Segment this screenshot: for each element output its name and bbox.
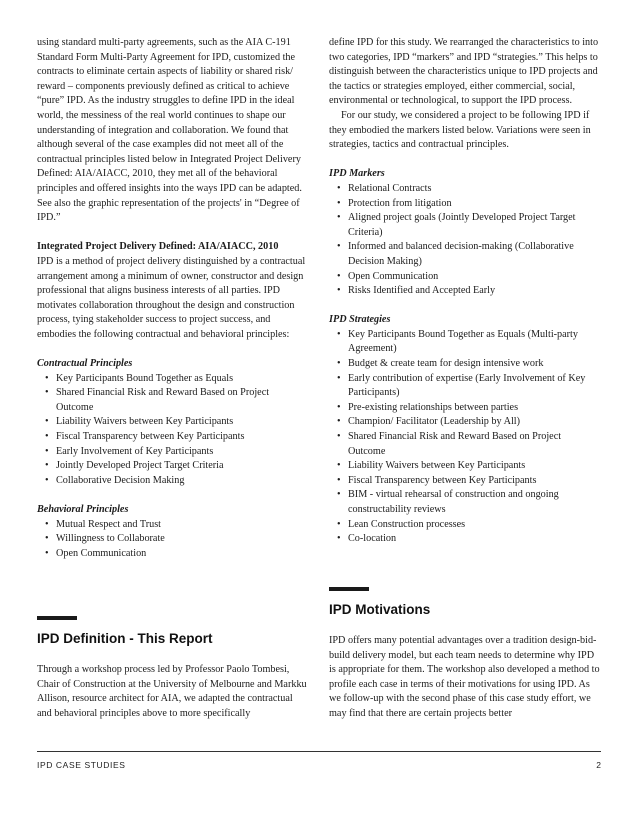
left-intro-paragraph: using standard multi-party agreements, such as the AIA C-191 Standard Form Multi-Party Agreement for IPD, customized the contracts to eliminate certain aspects of liability or shared risk/ reward – components previously defined as critical to achieve “pure” IPD. As the industry struggles to define IPD in the ideal world, the messiness of the real world continues to shape our understanding of integration and collaboration. We found that although several of the case examples did not meet all of the contractual principles listed below in Integrated Project Delivery Defined: AIA/AIACC, 2010, they met all of the behavioral principles and offered insights into the ways IPD can be adapted. See also the graphic representation of the projects' in “Degree of IPD.” [37, 37, 302, 224]
list-item: • Liability Waivers between Key Participants [329, 459, 600, 474]
list-item: • Budget & create team for design intensive work [329, 357, 600, 372]
section-paragraph: IPD offers many potential advantages over a tradition design-bid-build delivery model, but each team needs to determine why IPD is appropriate for them. The workshop also developed a method to profile each case in terms of their motivations for using IPD. As we follow-up with the second phase of this case study effort, we may find that there are certain projects better [329, 635, 600, 719]
behavioral-principles-list [37, 518, 308, 562]
list-item: • BIM - virtual rehearsal of construction and ongoing constructability reviews [329, 488, 600, 517]
list-item: • Collaborative Decision Making [37, 474, 308, 489]
list-item: • Protection from litigation [329, 197, 600, 212]
list-item: • Key Participants Bound Together as Equals [37, 372, 308, 387]
ipd-markers-heading: IPD Markers [329, 168, 385, 180]
list-item: • Early contribution of expertise (Early Involvement of Key Participants) [329, 372, 600, 401]
list-item: • Relational Contracts [329, 182, 600, 197]
section-paragraph: Through a workshop process led by Professor Paolo Tombesi, Chair of Construction at the University of Melbourne and Markku Allison, resource architect for AIA, we adapted the contractual and behavioral principles above to more specifically [37, 664, 307, 719]
behavioral-principles-heading: Behavioral Principles [37, 504, 129, 515]
list-item: • Open Communication [329, 270, 600, 285]
list-item: • Shared Financial Risk and Reward Based on Project Outcome [329, 430, 600, 459]
list-item: • Early Involvement of Key Participants [37, 445, 308, 460]
list-item: • Risks Identified and Accepted Early [329, 284, 600, 299]
list-item: • Aligned project goals (Jointly Developed Project Target Criteria) [329, 211, 600, 240]
list-item: • Co-location [329, 532, 600, 547]
left-column [37, 36, 308, 561]
section-rule [329, 587, 369, 591]
list-item: • Mutual Respect and Trust [37, 518, 308, 533]
ipd-strategies-list [329, 328, 600, 547]
list-item: • Lean Construction processes [329, 518, 600, 533]
contractual-principles-heading: Contractual Principles [37, 358, 133, 370]
list-item: • Shared Financial Risk and Reward Based on Project Outcome [37, 386, 308, 415]
definition-heading: Integrated Project Delivery Defined: AIA/AIACC, 2010 [37, 241, 279, 253]
section-rule [37, 616, 77, 620]
right-second-paragraph: For our study, we considered a project to be following IPD if they embodied the markers listed below. Variations were seen in strategies, tactics and contractual principles. [329, 109, 591, 151]
right-column [329, 36, 600, 547]
ipd-strategies-heading: IPD Strategies [329, 314, 391, 326]
list-item: • Key Participants Bound Together as Equals (Multi-party Agreement) [329, 328, 600, 357]
footer-title: IPD CASE STUDIES [37, 760, 126, 770]
ipd-motivations-paragraph [329, 634, 600, 722]
footer-divider [37, 751, 601, 752]
contractual-principles-list [37, 372, 308, 489]
list-item: • Liability Waivers between Key Participants [37, 415, 308, 430]
page-number: 2 [596, 760, 601, 770]
list-item: • Jointly Developed Project Target Criteria [37, 459, 308, 474]
definition-paragraph: IPD is a method of project delivery distinguished by a contractual arrangement among a minimum of owner, constructor and design professional that aligns business interests of all parties. IPD motivates collaboration throughout the design and construction process, tying stakeholder success to project success, and embodies the following contractual and behavioral principles: [37, 255, 306, 340]
right-intro-paragraph: define IPD for this study. We rearranged the characteristics to into two categories, IPD “markers” and IPD “strategies.” This helps to distinguish between the characteristics unique to IPD projects and the tactics or strategies employed, either commercial, social, environmental or technological, to support the IPD process. [329, 37, 599, 107]
list-item: • Willingness to Collaborate [37, 532, 308, 547]
section-title-ipd-motivations: IPD Motivations [329, 602, 431, 617]
list-item: • Informed and balanced decision-making (Collaborative Decision Making) [329, 240, 600, 269]
list-item: • Fiscal Transparency between Key Participants [37, 430, 308, 445]
ipd-definition-paragraph [37, 663, 308, 721]
list-item: • Pre-existing relationships between parties [329, 401, 600, 416]
list-item: • Champion/ Facilitator (Leadership by All) [329, 415, 600, 430]
ipd-markers-list [329, 182, 600, 299]
list-item: • Open Communication [37, 547, 308, 562]
section-title-ipd-definition: IPD Definition - This Report [37, 631, 213, 646]
list-item: • Fiscal Transparency between Key Participants [329, 474, 600, 489]
